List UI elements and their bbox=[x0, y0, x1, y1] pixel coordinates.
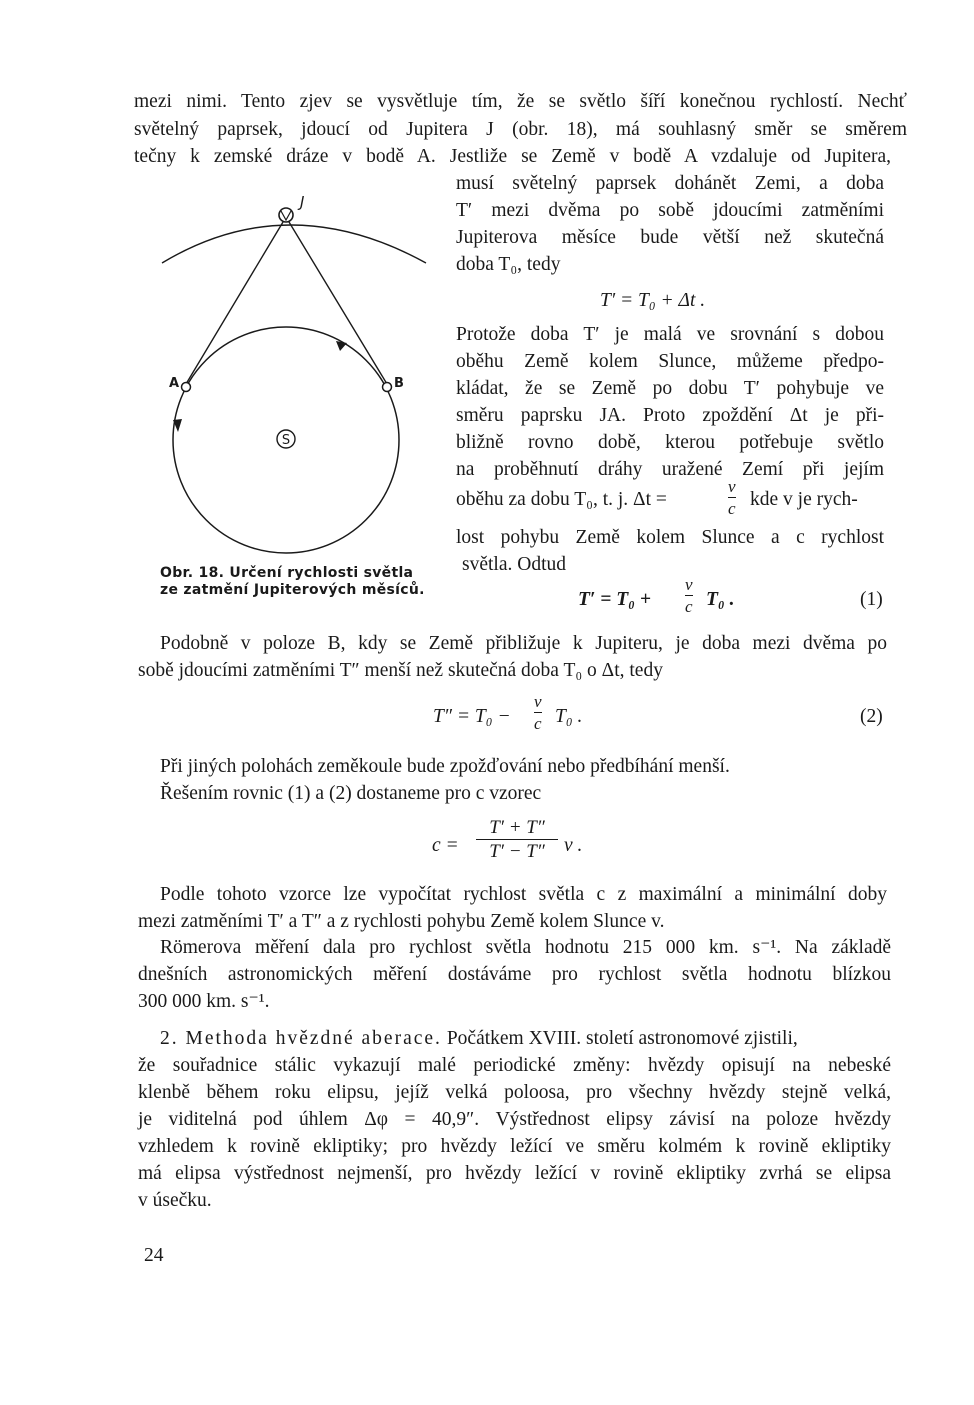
fraction-numerator: v bbox=[728, 477, 736, 496]
label-s: S bbox=[281, 433, 291, 448]
equation-1 bbox=[578, 576, 898, 620]
label-j: J bbox=[300, 195, 305, 211]
fraction-numerator: v bbox=[534, 692, 542, 711]
text-line: tečny k zemské dráze v bodě A. Jestliže se Země v bodě A vzdaluje od Jupitera, bbox=[134, 146, 891, 167]
text-line: sobě jdoucími zatměními T″ menší než skutečná doba T₀ o Δt, tedy bbox=[138, 660, 663, 681]
text-fragment: kde v je rych- bbox=[750, 489, 858, 510]
text-line: Jupiterova měsíce bude větší než skutečná bbox=[456, 227, 884, 248]
text-line bbox=[160, 1025, 891, 1052]
fraction-v-over-c bbox=[534, 693, 542, 732]
text-line: T′ mezi dvěma po sobě jdoucími zatměními bbox=[456, 200, 884, 221]
fraction-numerator: v bbox=[685, 575, 693, 594]
text-line: Römerova měření dala pro rychlost světla hodnotu 215 000 km. s⁻¹. Na základě bbox=[160, 937, 891, 958]
equation-right: T₀ . bbox=[706, 589, 735, 610]
fraction-denominator: c bbox=[728, 499, 736, 518]
text-line-with-fraction bbox=[456, 478, 886, 518]
text-fragment: Počátkem XVIII. století astronomové zjistili, bbox=[446, 1028, 798, 1049]
equation-number: (2) bbox=[860, 706, 883, 727]
figure-caption-line: ze zatmění Jupiterových měsíců. bbox=[160, 582, 425, 598]
equation-right: T₀ . bbox=[555, 706, 583, 727]
fraction-bar bbox=[476, 839, 558, 840]
fraction-bar bbox=[728, 497, 736, 498]
equation-number: (1) bbox=[860, 589, 883, 610]
page-number: 24 bbox=[144, 1245, 164, 1266]
text-fragment: oběhu za dobu T₀, t. j. Δt = bbox=[456, 489, 667, 510]
text-line: Při jiných polohách zeměkoule bude zpožďování nebo předbíhání menší. bbox=[160, 756, 730, 777]
text-line: mezi zatměními T′ a T″ a z rychlosti pohybu Země kolem Slunce v. bbox=[138, 911, 665, 932]
text-line: vzhledem k rovině ekliptiky; pro hvězdy ležící ve směru kolmém k rovině ekliptiky bbox=[138, 1136, 891, 1157]
text-line: na proběhnutí dráhy uražené Zemí při jejím bbox=[456, 459, 884, 480]
text-line: Podle tohoto vzorce lze vypočítat rychlost světla c z maximální a minimální doby bbox=[160, 884, 887, 905]
equation-left: T′ = T₀ + bbox=[578, 589, 651, 610]
section-heading: 2. Methoda hvězdné aberace. bbox=[160, 1028, 442, 1049]
text-line: že souřadnice stálic vykazují malé periodické změny: hvězdy opisují na nebeské bbox=[138, 1055, 891, 1076]
fraction-bar bbox=[534, 712, 542, 713]
ray-j-to-b bbox=[286, 217, 387, 384]
equation-left: T″ = T₀ − bbox=[433, 706, 511, 727]
orbit-arrow-top bbox=[336, 341, 347, 351]
fraction-denominator: c bbox=[534, 714, 542, 733]
text-line: lost pohybu Země kolem Slunce a c rychlost bbox=[456, 527, 884, 548]
fraction-velocity-formula bbox=[476, 818, 558, 861]
point-b bbox=[383, 383, 392, 392]
fraction-v-over-c bbox=[728, 478, 736, 517]
text-line: v úsečku. bbox=[138, 1190, 212, 1211]
fraction-bar bbox=[685, 595, 693, 596]
text-line: je viditelná pod úhlem Δφ = 40,9″. Výstřednost elipsy závisí na poloze hvězdy bbox=[138, 1109, 891, 1130]
figure-caption-line: Obr. 18. Určení rychlosti světla bbox=[160, 565, 414, 581]
text-line: směru paprsku JA. Proto zpoždění Δt je při- bbox=[456, 405, 884, 426]
text-line: bližně rovno době, kterou potřebuje světlo bbox=[456, 432, 884, 453]
text-line: dnešních astronomických měření dostáváme pro rychlost světla hodnotu blízkou bbox=[138, 964, 891, 985]
text-line: doba T₀, tedy bbox=[456, 254, 561, 275]
label-a: A bbox=[169, 376, 180, 391]
point-a bbox=[182, 383, 191, 392]
equation-t-prime: T′ = T₀ + Δt . bbox=[600, 290, 706, 311]
fraction-denominator: c bbox=[685, 597, 693, 616]
text-line: oběhu Země kolem Slunce, můžeme předpo- bbox=[456, 351, 884, 372]
text-line: Řešením rovnic (1) a (2) dostaneme pro c vzorec bbox=[160, 783, 542, 804]
text-line: musí světelný paprsek dohánět Zemi, a doba bbox=[456, 173, 884, 194]
equation-2 bbox=[433, 693, 893, 737]
equation-right: v . bbox=[564, 835, 583, 856]
equation-left: c = bbox=[432, 835, 459, 856]
text-line: má elipsa výstřednost nejmenší, pro hvězdy ležící v rovině ekliptiky zvrhá se elipsa bbox=[138, 1163, 891, 1184]
label-b: B bbox=[394, 376, 404, 391]
ray-j-to-a bbox=[186, 217, 286, 384]
text-line: Podobně v poloze B, kdy se Země přibližuje k Jupiteru, je doba mezi dvěma po bbox=[160, 633, 887, 654]
fraction-v-over-c bbox=[685, 576, 693, 615]
text-line: mezi nimi. Tento zjev se vysvětluje tím, že se světlo šíří konečnou rychlostí. Nechť bbox=[134, 91, 907, 112]
text-line: světelný paprsek, jdoucí od Jupitera J (obr. 18), má souhlasný směr se směrem bbox=[134, 119, 907, 140]
fraction-denominator: T′ − T″ bbox=[489, 841, 545, 862]
text-line: kládat, že se Země po dobu T′ pohybuje ve bbox=[456, 378, 884, 399]
fraction-numerator: T′ + T″ bbox=[489, 817, 545, 838]
text-line: klenbě během roku elipsu, jejíž velká poloosa, pro všechny hvězdy stejně velká, bbox=[138, 1082, 891, 1103]
equation-3 bbox=[432, 818, 612, 870]
text-line: Protože doba T′ je malá ve srovnání s dobou bbox=[456, 324, 884, 345]
figure-jupiter-eclipse-diagram bbox=[150, 195, 440, 565]
text-line: světla. Odtud bbox=[462, 554, 566, 575]
text-line: 300 000 km. s⁻¹. bbox=[138, 991, 270, 1012]
